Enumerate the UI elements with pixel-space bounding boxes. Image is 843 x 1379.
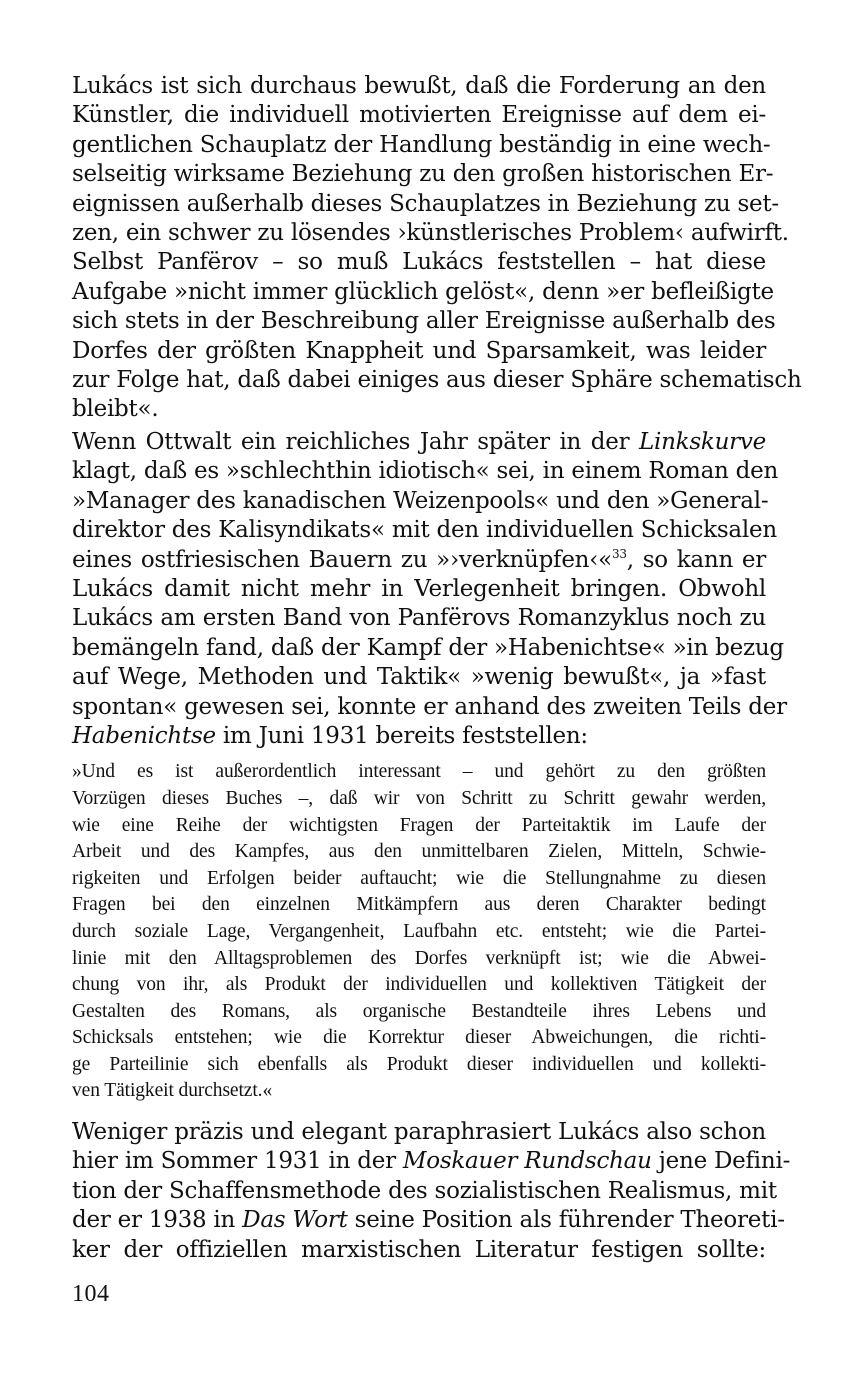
text-line: zen, ein schwer zu lösendes ›künstlerisches Problem‹ aufwirft. xyxy=(72,220,789,247)
text-line: »Manager des kanadischen Weizenpools« und den »General- xyxy=(72,487,769,514)
quote-line: wie eine Reihe der wichtigsten Fragen der Parteitaktik im Laufe der xyxy=(72,814,766,836)
text-line xyxy=(72,1206,785,1235)
paragraph-3 xyxy=(72,1118,791,1265)
text-fragment: , so kann er xyxy=(626,546,766,573)
text-line: gentlichen Schauplatz der Handlung beständig in eine wech- xyxy=(72,131,771,158)
text-line: spontan« gewesen sei, konnte er anhand des zweiten Teils der xyxy=(72,693,787,720)
text-line: ker der offiziellen marxistischen Literatur festigen sollte: xyxy=(72,1236,766,1263)
text-line: Selbst Panfërov – so muß Lukács feststellen – hat diese xyxy=(72,249,766,276)
block-quote xyxy=(72,759,766,1105)
text-line xyxy=(72,546,766,575)
text-fragment: eines ostfriesischen Bauern zu »›verknüpfen‹« xyxy=(72,546,613,573)
paragraph-2 xyxy=(72,428,787,751)
quote-line: rigkeiten und Erfolgen beider auftaucht; wie die Stellungnahme zu diesen xyxy=(72,867,766,889)
text-line: bleibt«. xyxy=(72,396,159,423)
text-line: bemängeln fand, daß der Kampf der »Habenichtse« »in bezug xyxy=(72,634,784,661)
text-line: Lukács ist sich durchaus bewußt, daß die Forderung an den xyxy=(72,73,766,99)
quote-line: »Und es ist außerordentlich interessant – und gehört zu den größten xyxy=(72,761,766,783)
text-line: tion der Schaffensmethode des sozialistischen Realismus, mit xyxy=(72,1177,777,1204)
quote-line: Vorzügen dieses Buches –, daß wir von Schritt zu Schritt gewahr werden, xyxy=(72,787,766,809)
text-line: Dorfes der größten Knappheit und Sparsamkeit, was leider xyxy=(72,337,766,364)
quote-line: Gestalten des Romans, als organische Bestandteile ihres Lebens und xyxy=(72,1000,766,1022)
text-line: Lukács am ersten Band von Panfërovs Romanzyklus noch zu xyxy=(72,605,766,632)
paragraph-1 xyxy=(72,72,802,425)
text-line xyxy=(72,428,766,457)
quote-line: linie mit den Alltagsproblemen des Dorfes verknüpft ist; wie die Abwei- xyxy=(72,947,766,969)
quote-line: ge Parteilinie sich ebenfalls als Produkt dieser individuellen und kollekti- xyxy=(72,1053,766,1075)
text-line: Aufgabe »nicht immer glücklich gelöst«, denn »er befleißigte xyxy=(72,278,774,305)
text-fragment: Wenn Ottwalt ein reichliches Jahr später in der xyxy=(72,428,639,455)
journal-title-moskauer-rundschau: Moskauer Rundschau xyxy=(402,1148,652,1175)
text-line: klagt, daß es »schlechthin idiotisch« sei, in einem Roman den xyxy=(72,458,779,485)
quote-line: Fragen bei den einzelnen Mitkämpfern aus deren Charakter bedingt xyxy=(72,894,766,916)
quote-line: Arbeit und des Kampfes, aus den unmittelbaren Zielen, Mitteln, Schwie- xyxy=(72,841,766,863)
quote-line: Schicksals entstehen; wie die Korrektur dieser Abweichungen, die richti- xyxy=(72,1027,766,1049)
text-fragment: der er 1938 in xyxy=(72,1207,243,1234)
text-line: selseitig wirksame Beziehung zu den großen historischen Er- xyxy=(72,161,774,188)
page-number: 104 xyxy=(72,1281,110,1307)
text-fragment: hier im Sommer 1931 in der xyxy=(72,1148,403,1175)
book-title-habenichtse: Habenichtse xyxy=(72,722,216,749)
text-line: sich stets in der Beschreibung aller Ereignisse außerhalb des xyxy=(72,308,776,335)
text-line: direktor des Kalisyndikats« mit den individuellen Schicksalen xyxy=(72,517,777,544)
text-fragment: seine Position als führender Theoreti- xyxy=(347,1207,785,1234)
text-line: zur Folge hat, daß dabei einiges aus dieser Sphäre schematisch xyxy=(72,367,802,394)
text-line: eignissen außerhalb dieses Schauplatzes in Beziehung zu set- xyxy=(72,190,779,217)
text-fragment: jene Defini- xyxy=(651,1148,791,1175)
quote-line: ven Tätigkeit durchsetzt.« xyxy=(72,1080,273,1102)
page-content xyxy=(72,72,802,1265)
text-line: Lukács damit nicht mehr in Verlegenheit bringen. Obwohl xyxy=(72,575,766,602)
text-line xyxy=(72,1147,791,1176)
journal-title-das-wort: Das Wort xyxy=(242,1207,348,1234)
text-line: Weniger präzis und elegant paraphrasiert Lukács also schon xyxy=(72,1119,766,1146)
text-line: auf Wege, Methoden und Taktik« »wenig bewußt«, ja »fast xyxy=(72,664,766,691)
text-line: Künstler, die individuell motivierten Ereignisse auf dem ei- xyxy=(72,102,766,129)
text-fragment: im Juni 1931 bereits feststellen: xyxy=(215,722,588,749)
quote-line: durch soziale Lage, Vergangenheit, Laufbahn etc. entsteht; wie die Partei- xyxy=(72,920,766,942)
footnote-ref-33: 33 xyxy=(612,546,627,561)
text-line xyxy=(72,722,766,751)
journal-title-linkskurve: Linkskurve xyxy=(638,428,766,455)
quote-line: chung von ihr, als Produkt der individuellen und kollektiven Tätigkeit der xyxy=(72,974,766,996)
